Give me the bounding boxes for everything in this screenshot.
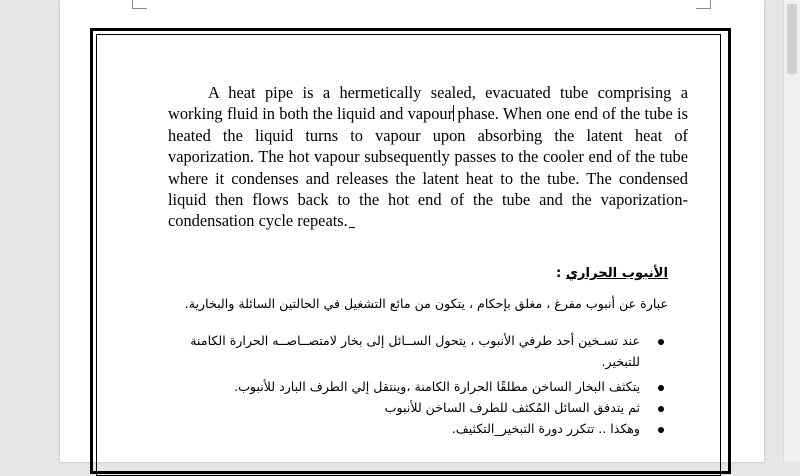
text-cursor (453, 105, 454, 121)
arabic-heading-title: الأنبوب الحراري (565, 266, 668, 281)
bullet-item[interactable] (130, 330, 668, 372)
bullet-item[interactable] (130, 397, 668, 418)
bullet-dot-icon (658, 427, 664, 433)
scrollbar-thumb[interactable] (787, 4, 797, 74)
bullet-text: يتكثف البخار الساخن مطلقًا الحرارة الكامنة ،وينتقل إلي الطرف البارد للأنبوب. (234, 379, 640, 394)
english-paragraph[interactable] (168, 82, 688, 232)
bullet-dot-icon (658, 339, 664, 345)
arabic-bullet-list (130, 330, 668, 439)
bullet-item[interactable] (130, 418, 668, 439)
top-right-margin-mark (696, 0, 711, 9)
trailing-underline (349, 227, 355, 228)
bullet-text: وهكذا .. تتكرر دورة التبخير_التكثيف. (451, 421, 640, 436)
bullet-text: ثم يتدفق السائل المُكثف للطرف الساخن للأنبوب (384, 400, 640, 415)
bullet-dot-icon (658, 406, 664, 412)
bullet-text: عند تسـخين أحد طرفي الأنبوب ، يتحول الســائل إلى بخار لامتصــاصــه الحرارة الكامنة (190, 333, 640, 348)
english-text-part1: A heat pipe is a hermetically sealed, evacuated tube comprising a working fluid in both the liquid and vapour (168, 83, 688, 124)
arabic-intro[interactable]: عبارة عن أنبوب مفرغ ، مغلق بإحكام ، يتكون من مائع التشغيل في الحالتين السائلة والبخارية. (184, 296, 668, 311)
document-page (60, 0, 764, 462)
bullet-dot-icon (658, 385, 664, 391)
bullet-text-continued: للتبخير. (601, 354, 640, 369)
arabic-heading[interactable] (130, 266, 668, 281)
bullet-item[interactable] (130, 376, 668, 397)
top-left-margin-mark (132, 0, 147, 9)
arabic-heading-colon: : (555, 266, 566, 281)
english-text-part2: phase. When one end of the tube is heated the liquid turns to vapour upon absorbing the latent heat of vaporization. The hot vapour subsequently passes to the cooler end of the tube where it condenses and releases the latent heat to the tube. The condensed liquid then flows back to the hot end of the tube and the vaporization-condensation cycle repeats. (168, 104, 688, 231)
vertical-scrollbar[interactable] (783, 0, 800, 462)
